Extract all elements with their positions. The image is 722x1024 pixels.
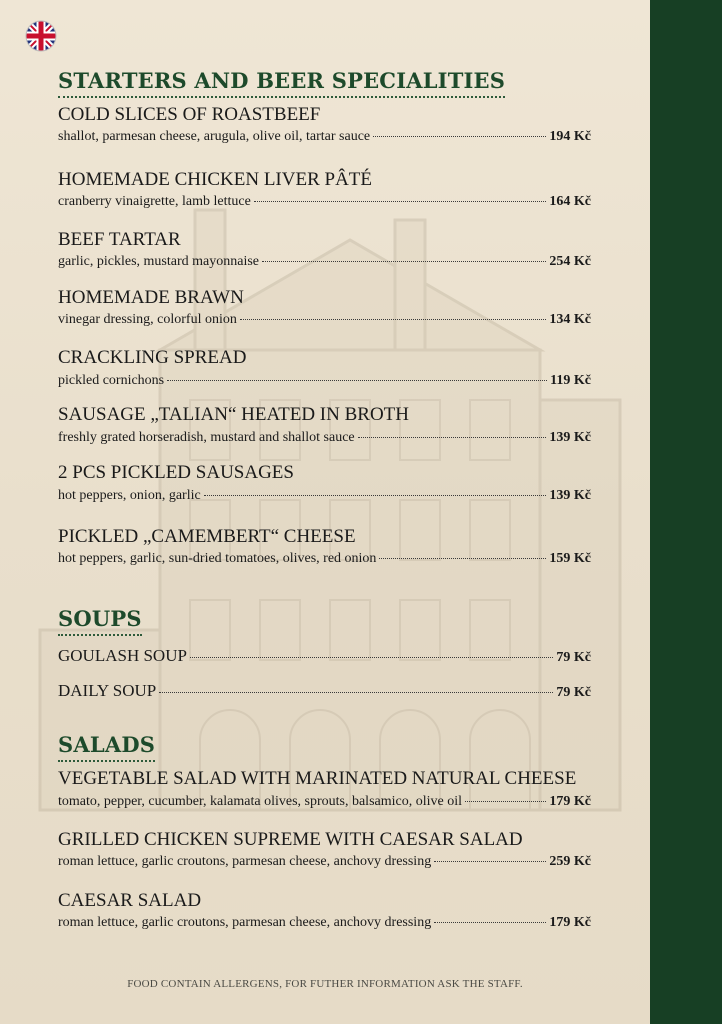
menu-item-price: 134 Kč bbox=[549, 312, 591, 327]
menu-item-name: SAUSAGE „TALIAN“ HEATED IN BROTH bbox=[58, 404, 409, 425]
menu-item-name: CRACKLING SPREAD bbox=[58, 347, 247, 368]
leader-dots bbox=[262, 260, 546, 262]
menu-item-price: 194 Kč bbox=[549, 129, 591, 144]
menu-item-row bbox=[58, 645, 591, 667]
menu-item-row bbox=[58, 128, 591, 146]
menu-item-price: 79 Kč bbox=[556, 685, 591, 700]
menu-item-name: DAILY SOUP bbox=[58, 681, 157, 700]
menu-item-desc: freshly grated horseradish, mustard and shallot sauce bbox=[58, 430, 355, 445]
menu-item-row bbox=[58, 311, 591, 329]
menu-item-name: 2 PCS PICKLED SAUSAGES bbox=[58, 462, 294, 483]
leader-dots bbox=[434, 921, 546, 923]
menu-item-price: 159 Kč bbox=[549, 551, 591, 566]
menu-item-row bbox=[58, 853, 591, 871]
menu-item-name: GOULASH SOUP bbox=[58, 646, 187, 665]
menu-item-price: 179 Kč bbox=[549, 794, 591, 809]
menu-item-desc: cranberry vinaigrette, lamb lettuce bbox=[58, 194, 251, 209]
section-title-salads: SALADS bbox=[58, 732, 155, 762]
menu-item-row bbox=[58, 680, 591, 702]
menu-item-price: 259 Kč bbox=[549, 854, 591, 869]
allergen-footer-note: FOOD CONTAIN ALLERGENS, FOR FUTHER INFORMATION ASK THE STAFF. bbox=[127, 978, 523, 990]
menu-item-name: HOMEMADE CHICKEN LIVER PÂTÉ bbox=[58, 169, 373, 190]
leader-dots bbox=[373, 135, 546, 137]
leader-dots bbox=[465, 800, 546, 802]
menu-item-row bbox=[58, 372, 591, 390]
menu-item-price: 119 Kč bbox=[550, 373, 591, 388]
menu-item-name: CAESAR SALAD bbox=[58, 890, 202, 911]
menu-item-row bbox=[58, 429, 591, 447]
menu-item-price: 139 Kč bbox=[549, 488, 591, 503]
menu-item-desc: garlic, pickles, mustard mayonnaise bbox=[58, 254, 259, 269]
leader-dots bbox=[240, 318, 547, 320]
menu-item-name: GRILLED CHICKEN SUPREME WITH CAESAR SALAD bbox=[58, 829, 523, 850]
menu-item-desc: roman lettuce, garlic croutons, parmesan cheese, anchovy dressing bbox=[58, 915, 432, 930]
menu-item-price: 164 Kč bbox=[549, 194, 591, 209]
leader-dots bbox=[358, 436, 547, 438]
section-title-starters: STARTERS AND BEER SPECIALITIES bbox=[58, 68, 505, 98]
menu-item-row bbox=[58, 193, 591, 211]
leader-dots bbox=[167, 379, 547, 381]
menu-item-desc: tomato, pepper, cucumber, kalamata olives, sprouts, balsamico, olive oil bbox=[58, 794, 462, 809]
section-title-soups: SOUPS bbox=[58, 606, 142, 636]
menu-item-price: 139 Kč bbox=[549, 430, 591, 445]
menu-item-desc: pickled cornichons bbox=[58, 373, 165, 388]
menu-item-desc: roman lettuce, garlic croutons, parmesan cheese, anchovy dressing bbox=[58, 854, 432, 869]
menu-item-row bbox=[58, 487, 591, 505]
menu-item-name: COLD SLICES OF ROASTBEEF bbox=[58, 104, 321, 125]
leader-dots bbox=[434, 860, 546, 862]
leader-dots bbox=[254, 200, 547, 202]
leader-dots bbox=[190, 656, 553, 658]
menu-item-name: HOMEMADE BRAWN bbox=[58, 287, 244, 308]
menu-item-desc: vinegar dressing, colorful onion bbox=[58, 312, 237, 327]
leader-dots bbox=[379, 557, 546, 559]
menu-item-desc: shallot, parmesan cheese, arugula, olive oil, tartar sauce bbox=[58, 129, 371, 144]
menu-item-price: 79 Kč bbox=[556, 650, 591, 665]
menu-item-name: VEGETABLE SALAD WITH MARINATED NATURAL CHEESE bbox=[58, 768, 577, 789]
menu-item-name: PICKLED „CAMEMBERT“ CHEESE bbox=[58, 526, 356, 547]
menu-item-price: 254 Kč bbox=[549, 254, 591, 269]
leader-dots bbox=[159, 691, 553, 693]
menu-item-row bbox=[58, 793, 591, 811]
menu-item-row bbox=[58, 914, 591, 932]
menu-item-row bbox=[58, 253, 591, 271]
leader-dots bbox=[204, 494, 547, 496]
menu-item-desc: hot peppers, onion, garlic bbox=[58, 488, 201, 503]
menu-item-desc: hot peppers, garlic, sun-dried tomatoes, olives, red onion bbox=[58, 551, 377, 566]
menu-item-price: 179 Kč bbox=[549, 915, 591, 930]
uk-flag-icon[interactable] bbox=[25, 20, 57, 52]
menu-item-name: BEEF TARTAR bbox=[58, 229, 181, 250]
building-watermark bbox=[20, 170, 640, 870]
green-side-bar bbox=[650, 0, 722, 1024]
menu-item-row bbox=[58, 550, 591, 568]
